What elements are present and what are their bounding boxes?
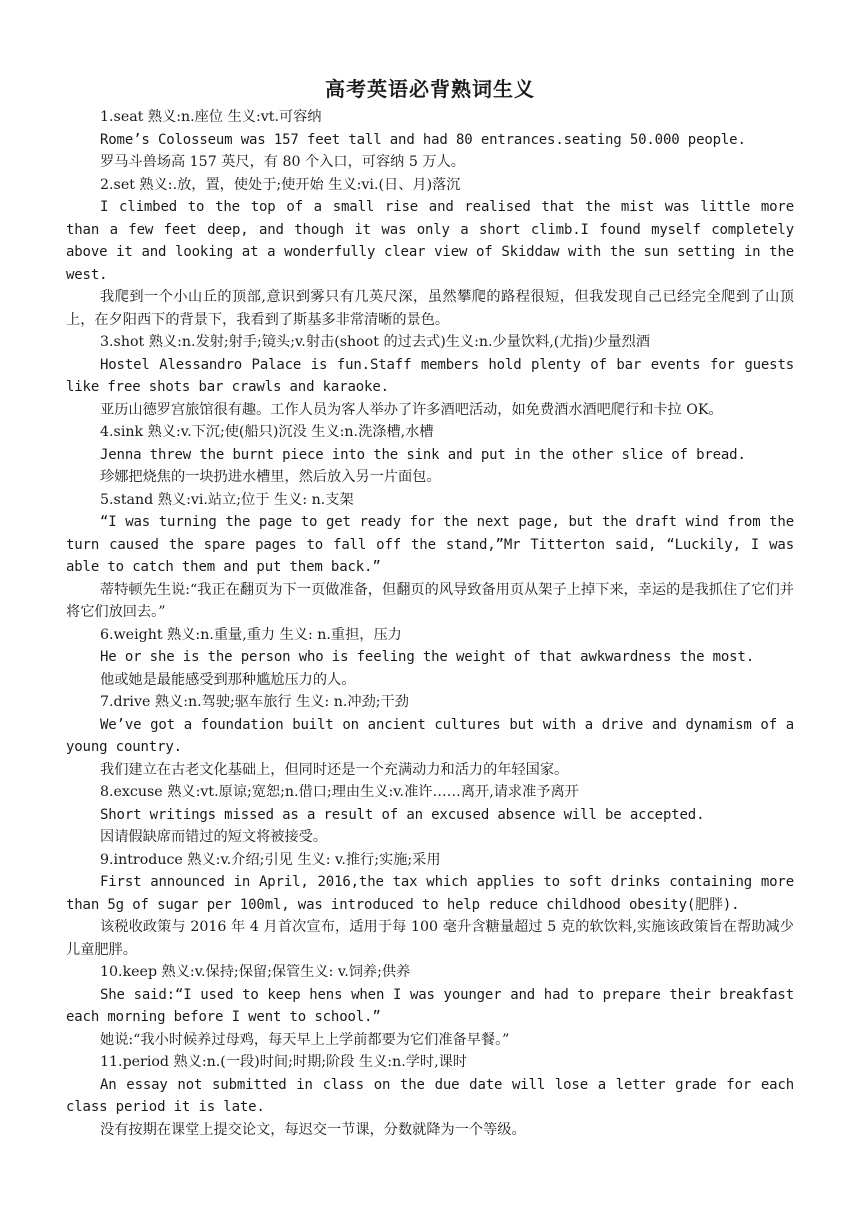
- entry-heading: 3.shot 熟义:n.发射;射手;镜头;v.射击(shoot 的过去式)生义:n.少量饮料,(尤指)少量烈酒: [100, 334, 650, 350]
- entry-5: [66, 489, 794, 624]
- entry-english-example: He or she is the person who is feeling the weight of that awkwardness the most.: [100, 649, 755, 665]
- entry-english-example: Jenna threw the burnt piece into the sink and put in the other slice of bread.: [100, 446, 746, 463]
- entry-heading: 9.introduce 熟义:v.介绍;引见 生义: v.推行;实施;采用: [100, 851, 441, 868]
- entry-8: [66, 781, 794, 849]
- entry-heading: 5.stand 熟义:vi.站立;位于 生义: n.支架: [100, 491, 354, 508]
- entry-9: [66, 849, 794, 962]
- document-title: 高考英语必背熟词生义: [325, 77, 535, 101]
- document-page: [66, 74, 794, 1141]
- entry-heading: 4.sink 熟义:v.下沉;使(船只)沉没 生义:n.洗涤槽,水槽: [100, 424, 434, 440]
- entry-chinese-translation: 她说:“我小时候养过母鸡，每天早上上学前都要为它们准备早餐。”: [100, 1031, 510, 1048]
- entry-7: [66, 691, 794, 781]
- entry-english-example: I climbed to the top of a small rise and realised that the mist was little more than a few feet deep, and though it was only a short climb.I found myself completely above it and looking at a wonderfully clear view of Skiddaw with the sun setting in the west.: [66, 199, 794, 283]
- entry-10: [66, 961, 794, 1051]
- entry-chinese-translation: 因请假缺席而错过的短文将被接受。: [100, 829, 328, 845]
- entry-english-example: Rome’s Colosseum was 157 feet tall and had 80 entrances.seating 50.000 people.: [100, 131, 746, 148]
- entry-chinese-translation: 罗马斗兽场高 157 英尺，有 80 个入口，可容纳 5 万人。: [100, 154, 465, 170]
- entry-4: [66, 421, 794, 489]
- entry-chinese-translation: 我爬到一个小山丘的顶部,意识到雾只有几英尺深，虽然攀爬的路程很短，但我发现自己已经完全爬到了山顶上，在夕阳西下的背景下，我看到了斯基多非常清晰的景色。: [66, 289, 794, 328]
- entry-heading: 10.keep 熟义:v.保持;保留;保管生义: v.饲养;供养: [100, 964, 411, 980]
- entry-heading: 6.weight 熟义:n.重量,重力 生义: n.重担，压力: [100, 626, 402, 643]
- entry-english-example: We’ve got a foundation built on ancient cultures but with a drive and dynamism of a young country.: [66, 716, 794, 755]
- entry-chinese-translation: 该税收政策与 2016 年 4 月首次宣布，适用于每 100 毫升含糖量超过 5 克的软饮料,实施该政策旨在帮助减少儿童肥胖。: [66, 919, 794, 958]
- entry-heading: 11.period 熟义:n.(一段)时间;时期;阶段 生义:n.学时,课时: [100, 1054, 467, 1070]
- entry-heading: 7.drive 熟义:n.驾驶;驱车旅行 生义: n.冲劲;干劲: [100, 694, 409, 710]
- entry-2: [66, 174, 794, 332]
- entry-heading: 2.set 熟义:.放，置，使处于;使开始 生义:vi.(日、月)落沉: [100, 176, 461, 193]
- entry-chinese-translation: 我们建立在古老文化基础上，但同时还是一个充满动力和活力的年轻国家。: [100, 761, 569, 778]
- entry-6: [66, 624, 794, 692]
- entry-chinese-translation: 蒂特顿先生说:“我正在翻页为下一页做准备，但翻页的风导致备用页从架子上掉下来，幸运的是我抓住了它们并将它们放回去。”: [66, 581, 794, 620]
- entry-chinese-translation: 亚历山德罗宫旅馆很有趣。工作人员为客人举办了许多酒吧活动，如免费酒水酒吧爬行和卡拉 OK。: [100, 401, 723, 418]
- entry-english-example: Hostel Alessandro Palace is fun.Staff members hold plenty of bar events for guests like free shots bar crawls and karaoke.: [66, 356, 794, 395]
- entry-1: [66, 106, 794, 174]
- entry-3: [66, 331, 794, 421]
- entry-english-example: An essay not submitted in class on the due date will lose a letter grade for each class period it is late.: [66, 1076, 794, 1115]
- entry-heading: 8.excuse 熟义:vt.原谅;宽恕;n.借口;理由生义:v.准许……离开,请求准予离开: [100, 784, 579, 800]
- entry-english-example: First announced in April, 2016,the tax which applies to soft drinks containing more than 5g of sugar per 100ml, was introduced to help reduce childhood obesity(肥胖).: [66, 874, 794, 913]
- entry-chinese-translation: 珍娜把烧焦的一块扔进水槽里，然后放入另一片面包。: [100, 469, 441, 485]
- entry-english-example: “I was turning the page to get ready for the next page, but the draft wind from the turn caused the spare pages to fall off the stand,”Mr Titterton said, “Luckily, I was able to catch them and put them back.”: [66, 514, 794, 575]
- entry-heading: 1.seat 熟义:n.座位 生义:vt.可容纳: [100, 109, 322, 125]
- entry-chinese-translation: 他或她是最能感受到那种尴尬压力的人。: [100, 671, 356, 688]
- entry-english-example: She said:“I used to keep hens when I was younger and had to prepare their breakfast each morning before I went to school.”: [66, 986, 794, 1025]
- entry-11: [66, 1051, 794, 1141]
- entry-english-example: Short writings missed as a result of an excused absence will be accepted.: [100, 806, 705, 823]
- entry-chinese-translation: 没有按期在课堂上提交论文，每迟交一节课，分数就降为一个等级。: [100, 1121, 526, 1138]
